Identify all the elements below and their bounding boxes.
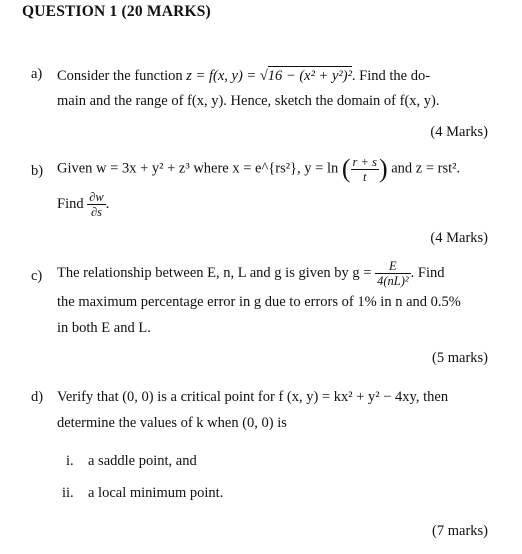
part-a-line2: main and the range of f(x, y). Hence, sketch the domain of f(x, y). [57, 93, 440, 109]
question-title: QUESTION 1 (20 MARKS) [22, 3, 211, 20]
part-a-line1 [57, 66, 430, 85]
part-c-marks: (5 marks) [432, 350, 488, 366]
part-a-sqrt-expr: 16 − (x² + y²)² [267, 68, 352, 84]
part-d-sub-num-2: ii. [62, 485, 74, 501]
part-a-text-start: Consider the function [57, 68, 187, 84]
part-b-given: Given w = 3x + y² + z³ where x = e^{rs²}, y = ln [57, 160, 339, 177]
part-a-label: a) [31, 66, 43, 82]
part-d-line1: Verify that (0, 0) is a critical point for f (x, y) = kx² + y² − 4xy, then [57, 389, 449, 405]
left-paren: ( [341, 154, 351, 183]
part-a-marks: (4 Marks) [430, 124, 488, 140]
part-b-fraction [351, 155, 379, 184]
part-b-frac-num: r + s [352, 154, 377, 169]
part-d-line2: determine the values of k when (0, 0) is [57, 415, 287, 431]
part-d-sub-num-1: i. [66, 453, 74, 469]
part-b-label: b) [31, 163, 44, 179]
part-c-frac-num: E [389, 259, 397, 273]
part-b-marks: (4 Marks) [430, 230, 488, 246]
part-c-line2: the maximum percentage error in g due to errors of 1% in n and 0.5% [57, 294, 461, 310]
part-b-find: Find [57, 196, 84, 212]
part-d-sub-text-1: a saddle point, and [88, 453, 197, 469]
part-b-deriv-num: ∂w [89, 190, 104, 204]
part-b-derivative [87, 190, 106, 219]
part-a-text-end: . Find the do- [351, 68, 431, 84]
part-b-line2 [57, 190, 109, 219]
part-b-frac-den: t [351, 169, 379, 184]
period: . [105, 196, 110, 212]
part-b-deriv-den: ∂s [87, 204, 106, 219]
part-c-frac-den: 4(nL)² [377, 274, 409, 288]
sqrt-sign: √ [259, 68, 268, 84]
part-d-sub-text-2: a local minimum point. [88, 485, 224, 501]
part-c-text-start: The relationship between E, n, L and g is given by g = [57, 265, 372, 281]
part-a-function: z = f(x, y) = [186, 68, 260, 84]
part-b-given-end: and z = rst². [391, 160, 461, 177]
part-c-text-end: . Find [410, 265, 445, 281]
part-c-fraction [375, 259, 411, 288]
right-paren: ) [378, 154, 388, 183]
part-d-label: d) [31, 389, 44, 405]
part-c-line3: in both E and L. [57, 320, 151, 336]
part-b-line1 [57, 154, 460, 184]
part-c-line1 [57, 259, 444, 288]
part-c-label: c) [31, 268, 43, 284]
part-d-marks: (7 marks) [432, 523, 488, 539]
